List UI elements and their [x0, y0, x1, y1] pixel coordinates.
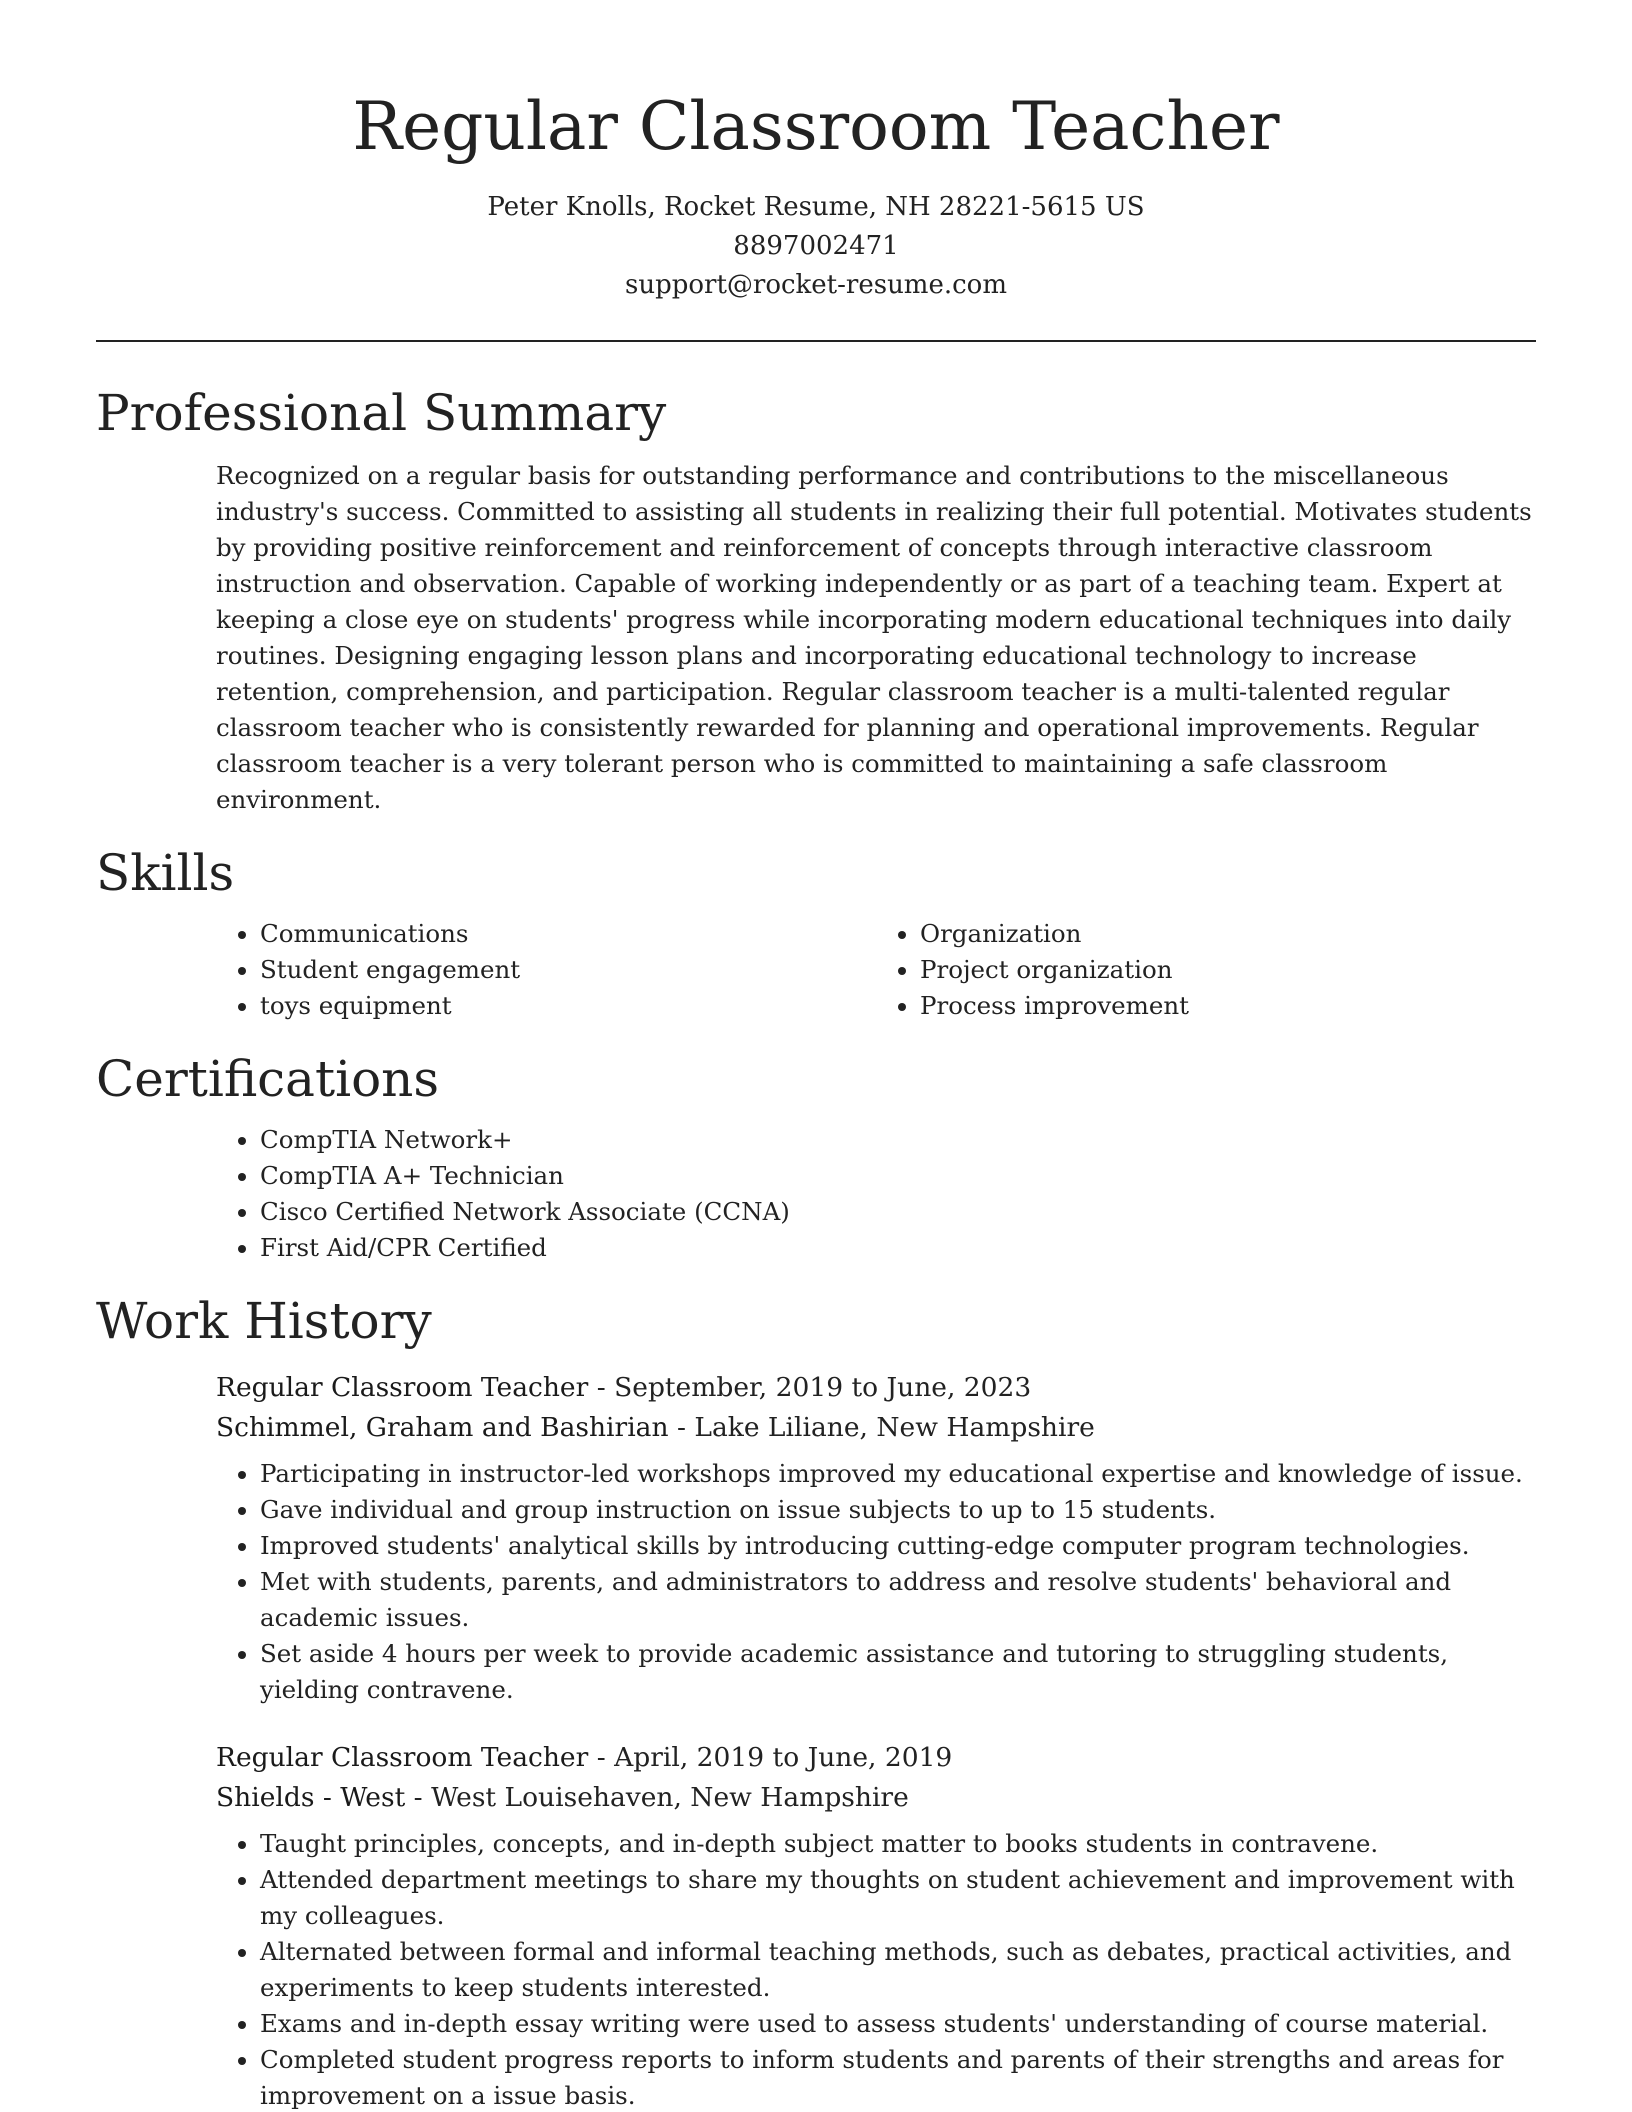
job-bullet: • Completed student progress reports to inform students and parents of their strengths and areas for improvement on a issue basis. [260, 2042, 1536, 2112]
job-bullet: • Exams and in-depth essay writing were used to assess students' understanding of course material. [260, 2006, 1536, 2042]
job-entry [216, 1368, 1536, 1708]
certification-item: • CompTIA Network+ [260, 1122, 1536, 1158]
job-company-line [216, 1778, 1536, 1818]
job-location: Lake Liliane, New Hampshire [694, 1412, 1095, 1443]
skills-left-list [216, 916, 876, 1024]
job-separator: - [596, 1372, 615, 1403]
job-title: Regular Classroom Teacher [216, 1372, 589, 1403]
skills-section [96, 840, 1536, 1024]
certifications-list [216, 1122, 1536, 1266]
job-dates: April, 2019 to June, 2019 [614, 1742, 953, 1773]
job-separator: - [676, 1412, 695, 1443]
certification-item: • CompTIA A+ Technician [260, 1158, 1536, 1194]
skill-item: • toys equipment [260, 988, 876, 1024]
header-divider [96, 340, 1536, 342]
certification-item: • First Aid/CPR Certified [260, 1230, 1536, 1266]
job-separator: - [413, 1782, 432, 1813]
job-dates: September, 2019 to June, 2023 [614, 1372, 1032, 1403]
skills-columns [216, 916, 1536, 1024]
certifications-heading: Certifications [96, 1050, 440, 1108]
job-company: Shields - West [216, 1782, 406, 1813]
job-company-line [216, 1408, 1536, 1448]
job-bullet: • Participating in instructor-led workshops improved my educational expertise and knowledge of issue. [260, 1456, 1536, 1492]
summary-text: Recognized on a regular basis for outstanding performance and contributions to the miscellaneous industry's success. Committed to assisting all students in realizing their full potential. Motivates students by providing positive reinforcement and reinforcement of concepts through interactive classroom instruction and observation. Capable of working independently or as part of a teaching team. Expert at keeping a close eye on students' progress while incorporating modern educational techniques into daily routines. Designing engaging lesson plans and incorporating educational technology to increase retention, comprehension, and participation. Regular classroom teacher is a multi-talented regular classroom teacher who is consistently rewarded for planning and operational improvements. Regular classroom teacher is a very tolerant person who is committed to maintaining a safe classroom environment. [216, 461, 1532, 814]
job-title-line [216, 1368, 1536, 1408]
work-history-heading: Work History [96, 1292, 432, 1350]
contact-email: support@rocket-resume.com [624, 270, 1007, 300]
job-company: Schimmel, Graham and Bashirian [216, 1412, 669, 1443]
job-bullet: • Set aside 4 hours per week to provide academic assistance and tutoring to struggling students, yielding contravene. [260, 1636, 1536, 1708]
job-location: West Louisehaven, New Hampshire [431, 1782, 909, 1813]
job-bullet: • Attended department meetings to share my thoughts on student achievement and improvement with my colleagues. [260, 1862, 1536, 1934]
job-entry [216, 1738, 1536, 2112]
job-bullet: • Improved students' analytical skills by introducing cutting-edge computer program technologies. [260, 1528, 1536, 1564]
resume-title: Regular Classroom Teacher [352, 88, 1280, 165]
job-bullet: • Met with students, parents, and administrators to address and resolve students' behavioral and academic issues. [260, 1564, 1536, 1636]
contact-block [0, 188, 1632, 305]
job-separator: - [596, 1742, 615, 1773]
skills-heading: Skills [96, 844, 235, 902]
skill-item: • Project organization [920, 952, 1536, 988]
resume-header [0, 0, 1632, 305]
summary-heading: Professional Summary [96, 384, 667, 442]
job-bullet: • Taught principles, concepts, and in-depth subject matter to books students in contravene. [260, 1826, 1536, 1862]
certifications-section [96, 1046, 1536, 1266]
summary-section [96, 380, 1536, 818]
contact-address: Peter Knolls, Rocket Resume, NH 28221-5615 US [487, 192, 1145, 222]
resume-body [96, 380, 1536, 2112]
skill-item: • Organization [920, 916, 1536, 952]
job-title: Regular Classroom Teacher [216, 1742, 589, 1773]
skill-item: • Process improvement [920, 988, 1536, 1024]
skill-item: • Student engagement [260, 952, 876, 988]
skills-right-list [876, 916, 1536, 1024]
job-bullet-list [216, 1826, 1536, 2112]
certification-item: • Cisco Certified Network Associate (CCNA) [260, 1194, 1536, 1230]
job-bullet-list [216, 1456, 1536, 1708]
contact-phone: 8897002471 [733, 231, 899, 261]
job-bullet: • Alternated between formal and informal teaching methods, such as debates, practical activities, and experiments to keep students interested. [260, 1934, 1536, 2006]
job-title-line [216, 1738, 1536, 1778]
work-history-section [96, 1288, 1536, 2112]
skill-item: • Communications [260, 916, 876, 952]
job-bullet: • Gave individual and group instruction on issue subjects to up to 15 students. [260, 1492, 1536, 1528]
